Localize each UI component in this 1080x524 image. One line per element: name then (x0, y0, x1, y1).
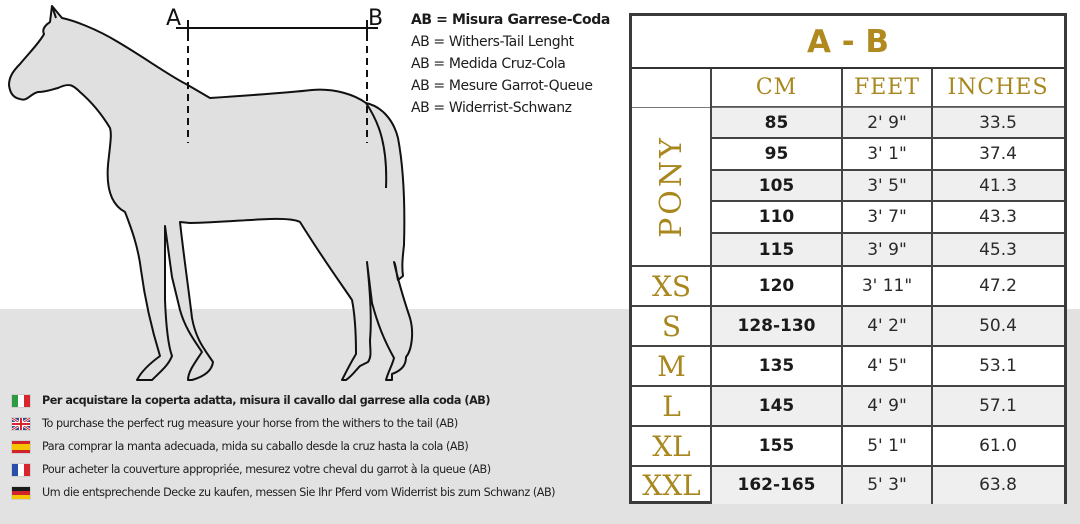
horse-diagram (0, 0, 420, 390)
cell-cm: 95 (764, 144, 789, 164)
spain-flag-icon (11, 440, 31, 454)
instruction-text: Para comprar la manta adecuada, mida su caballo desde la cruz hasta la cola (AB) (42, 440, 469, 453)
horse-silhouette-icon (9, 6, 412, 380)
divider (711, 137, 1064, 139)
cell-feet: 3' 1" (867, 144, 907, 164)
cell-cm: 120 (758, 276, 795, 296)
cell-feet: 4' 9" (867, 396, 907, 416)
legend-italian: AB = Misura Garrese-Coda (411, 12, 610, 28)
instruction-italian (11, 389, 555, 412)
cell-feet: 5' 1" (867, 436, 907, 456)
divider (632, 385, 1064, 387)
divider (711, 169, 1064, 171)
cell-cm: 135 (758, 356, 795, 376)
point-b-label: B (368, 6, 384, 31)
instruction-french (11, 458, 555, 481)
france-flag-icon (11, 463, 31, 477)
instruction-english (11, 412, 555, 435)
size-label-xl: XL (652, 429, 691, 463)
instruction-text: Per acquistare la coperta adatta, misura il cavallo dal garrese alla coda (AB) (42, 394, 491, 407)
legend-german: AB = Widerrist-Schwanz (411, 100, 572, 116)
cell-inches: 53.1 (979, 356, 1017, 376)
cell-feet: 2' 9" (867, 112, 907, 133)
cell-feet: 3' 7" (867, 207, 907, 227)
column-header-cm: CM (711, 69, 842, 107)
divider (632, 465, 1064, 467)
cell-inches: 63.8 (979, 475, 1017, 495)
instruction-text: Um die entsprechende Decke zu kaufen, messen Sie Ihr Pferd vom Widerrist bis zum Schwanz (AB) (42, 486, 556, 499)
column-divider (931, 69, 933, 504)
pony-group-label: PONY (654, 135, 689, 238)
cell-inches: 50.4 (979, 316, 1017, 336)
size-label-s: S (661, 309, 682, 343)
cell-cm: 145 (758, 396, 795, 416)
column-divider (710, 69, 712, 504)
cell-cm: 162-165 (737, 475, 816, 495)
cell-cm: 155 (758, 436, 795, 456)
cell-cm: 105 (758, 175, 795, 196)
divider (711, 200, 1064, 202)
point-a-label: A (166, 6, 182, 31)
table-title: A - B (632, 16, 1064, 69)
italy-flag-icon (11, 394, 31, 408)
instruction-german (11, 481, 555, 504)
legend-french: AB = Mesure Garrot-Queue (411, 78, 593, 94)
cell-feet: 3' 9" (867, 239, 907, 260)
cell-cm: 85 (764, 112, 789, 133)
size-table (629, 13, 1067, 504)
instruction-spanish (11, 435, 555, 458)
divider (632, 345, 1064, 347)
divider (711, 232, 1064, 234)
instruction-text: Pour acheter la couverture appropriée, mesurez votre cheval du garrot à la queue (AB) (42, 463, 491, 476)
cell-inches: 33.5 (979, 112, 1017, 133)
size-label-m: M (657, 349, 686, 383)
legend-spanish: AB = Medida Cruz-Cola (411, 56, 566, 72)
cell-feet: 3' 5" (867, 175, 907, 196)
size-label-l: L (662, 389, 681, 423)
cell-inches: 45.3 (979, 239, 1017, 260)
divider (632, 425, 1064, 427)
cell-inches: 61.0 (979, 436, 1017, 456)
cell-cm: 115 (758, 239, 795, 260)
column-divider (841, 69, 843, 504)
legend-english: AB = Withers-Tail Lenght (411, 34, 574, 50)
cell-inches: 47.2 (979, 276, 1017, 296)
cell-inches: 37.4 (979, 144, 1017, 164)
size-label-xxl: XXL (642, 468, 701, 502)
measurement-legend (411, 9, 610, 119)
cell-feet: 3' 11" (861, 276, 913, 296)
instructions-list (11, 389, 555, 504)
cell-inches: 41.3 (979, 175, 1017, 196)
divider (632, 305, 1064, 307)
cell-inches: 57.1 (979, 396, 1017, 416)
cell-cm: 110 (758, 207, 795, 227)
cell-feet: 4' 5" (867, 356, 907, 376)
size-label-xs: XS (651, 269, 692, 303)
cell-feet: 4' 2" (867, 316, 907, 336)
cell-inches: 43.3 (979, 207, 1017, 227)
cell-feet: 5' 3" (867, 475, 907, 495)
instruction-text: To purchase the perfect rug measure your horse from the withers to the tail (AB) (42, 417, 458, 430)
germany-flag-icon (11, 486, 31, 500)
uk-flag-icon (11, 417, 31, 431)
cell-cm: 128-130 (737, 316, 816, 336)
column-header-inches: INCHES (932, 69, 1064, 107)
column-header-feet: FEET (842, 69, 932, 107)
